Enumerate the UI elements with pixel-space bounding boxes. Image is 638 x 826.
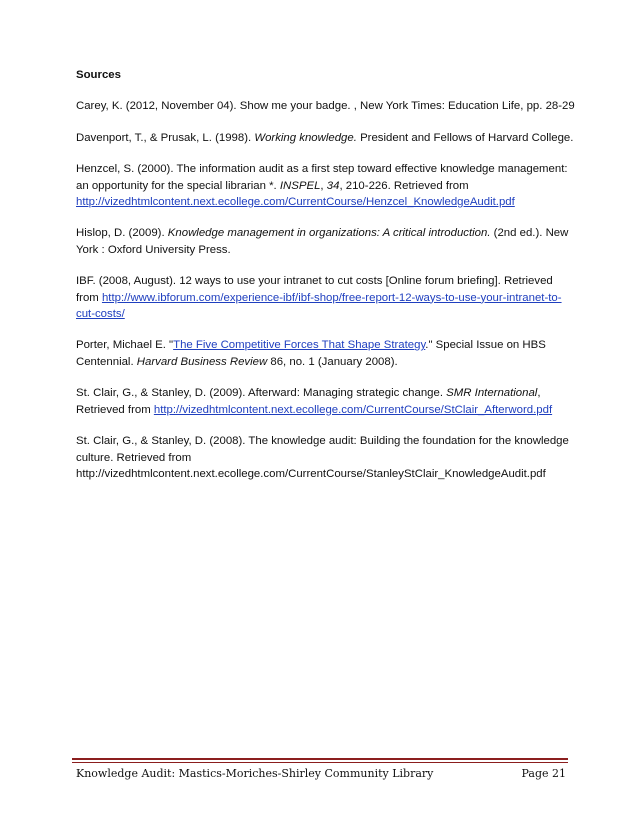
reference-stclair-2009 — [76, 385, 576, 418]
stclair-knowledge-audit-url: http://vizedhtmlcontent.next.ecollege.com/CurrentCourse/StanleyStClair_KnowledgeAudit.pdf — [76, 467, 546, 480]
stclair-afterword-link[interactable]: http://vizedhtmlcontent.next.ecollege.com/CurrentCourse/StClair_Afterword.pdf — [153, 403, 553, 416]
reference-carey — [76, 98, 576, 114]
ibf-report-link[interactable]: http://www.ibforum.com/experience-ibf/ibf-shop/free-report-12-ways-to-use-your-intranet-to-cut-costs/ — [76, 291, 562, 321]
reference-porter — [76, 337, 576, 370]
reference-title: Knowledge management in organizations: A critical introduction. — [167, 227, 491, 240]
page-number: Page 21 — [521, 767, 566, 780]
reference-journal: Harvard Business Review — [136, 355, 268, 368]
reference-text: , Retrieved from — [76, 387, 541, 416]
reference-text: St. Clair, G., & Stanley, D. (2009). Afterward: Managing strategic change. — [76, 387, 447, 400]
reference-volume: 34 — [326, 179, 340, 192]
reference-text: St. Clair, G., & Stanley, D. (2008). The knowledge audit: Building the foundation for the knowledge culture. Retrieved from — [76, 435, 569, 464]
reference-text: IBF. (2008, August). 12 ways to use your intranet to cut costs [Online forum briefing]. Retrieved from — [76, 275, 553, 304]
reference-text: Henzcel, S. (2000). The information audit as a first step toward effective knowledge management: an opportunity for the special librarian *. — [76, 163, 568, 192]
footer-title: Knowledge Audit: Mastics-Moriches-Shirley Community Library — [76, 767, 434, 780]
reference-stclair-2008 — [76, 433, 576, 482]
reference-henzcel — [76, 161, 576, 210]
sources-section — [76, 67, 576, 497]
reference-text: Hislop, D. (2009). — [76, 227, 168, 240]
reference-davenport — [76, 130, 576, 146]
reference-text: , 210-226. Retrieved from — [339, 179, 469, 192]
reference-ibf — [76, 273, 576, 322]
reference-title: Working knowledge. — [254, 131, 357, 144]
five-forces-link[interactable]: The Five Competitive Forces That Shape Strategy — [173, 339, 426, 352]
footer-divider-thin — [72, 762, 568, 763]
reference-text: 86, no. 1 (January 2008). — [267, 355, 398, 368]
reference-journal: SMR International — [446, 387, 538, 400]
reference-text: (2nd ed.). New York : Oxford University Press. — [76, 227, 569, 256]
page-footer — [76, 767, 566, 780]
reference-text: ." Special Issue on HBS Centennial. — [76, 339, 546, 368]
reference-text: , — [320, 179, 327, 192]
footer-divider — [72, 758, 568, 760]
reference-text: Carey, K. (2012, November 04). Show me your badge. , New York Times: Education Life, pp. 28-29 — [76, 100, 575, 113]
reference-text: Porter, Michael E. " — [76, 339, 174, 352]
reference-journal: INSPEL — [279, 179, 321, 192]
reference-text: President and Fellows of Harvard College. — [356, 131, 574, 144]
henzcel-audit-link[interactable]: http://vizedhtmlcontent.next.ecollege.com/CurrentCourse/Henzcel_KnowledgeAudit.pdf — [76, 196, 515, 209]
sources-heading: Sources — [76, 69, 121, 81]
reference-hislop — [76, 225, 576, 258]
reference-text: Davenport, T., & Prusak, L. (1998). — [76, 131, 255, 144]
